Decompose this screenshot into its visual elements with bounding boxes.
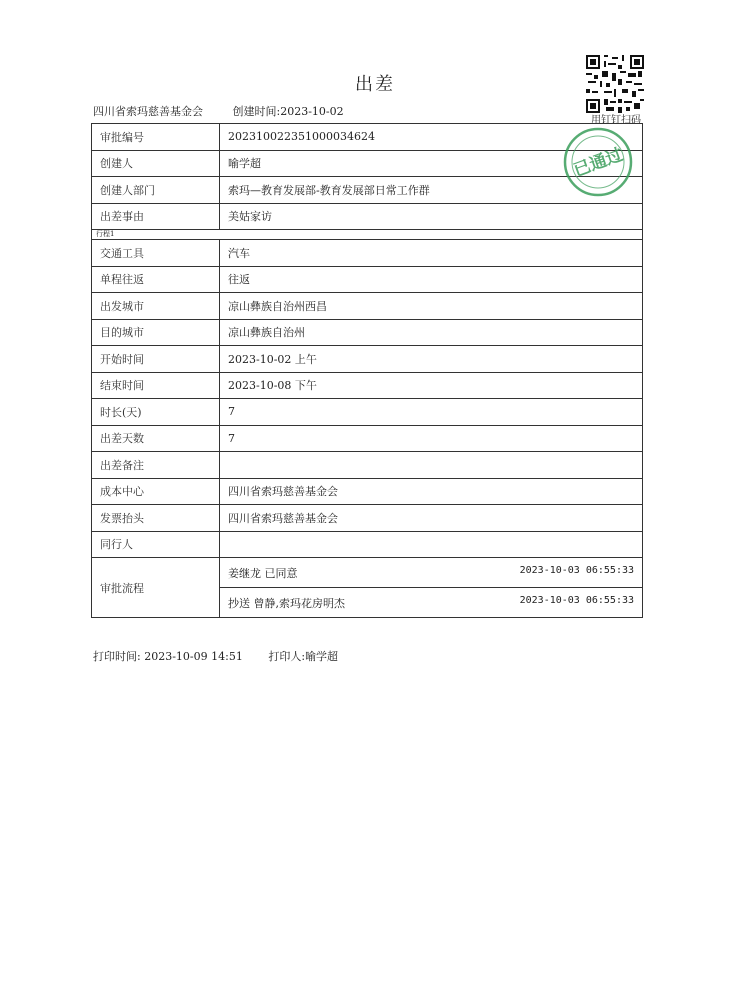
field-label: 成本中心	[92, 478, 220, 505]
form-row	[92, 240, 643, 267]
qr-code-icon	[586, 55, 644, 113]
field-label: 出差天数	[92, 425, 220, 452]
form-row	[92, 346, 643, 373]
field-label: 出发城市	[92, 293, 220, 320]
printer	[268, 650, 338, 663]
form-row	[92, 478, 643, 505]
field-value	[220, 531, 643, 558]
field-label: 交通工具	[92, 240, 220, 267]
section-label: 行程1	[92, 230, 643, 240]
created-time	[233, 105, 344, 118]
field-value: 凉山彝族自治州西昌	[220, 293, 643, 320]
org-name: 四川省索玛慈善基金会	[93, 105, 203, 118]
form-row	[92, 150, 643, 177]
form-row	[92, 124, 643, 151]
field-label: 开始时间	[92, 346, 220, 373]
form-row	[92, 203, 643, 230]
field-value: 7	[220, 425, 643, 452]
approval-label: 审批流程	[92, 558, 220, 618]
field-label: 同行人	[92, 531, 220, 558]
form-row	[92, 452, 643, 479]
field-label: 结束时间	[92, 372, 220, 399]
document-title: 出差	[355, 74, 395, 95]
approval-step-text: 抄送 曾静,索玛花房明杰	[228, 596, 345, 610]
field-value: 喻学超	[220, 150, 643, 177]
field-label: 出差备注	[92, 452, 220, 479]
footer-line	[93, 648, 338, 664]
form-row	[92, 505, 643, 532]
field-value: 索玛—教育发展部-教育发展部日常工作群	[220, 177, 643, 204]
approval-row	[92, 558, 643, 588]
form-row	[92, 399, 643, 426]
form-row	[92, 319, 643, 346]
form-row	[92, 293, 643, 320]
field-value	[220, 452, 643, 479]
stamp-text: 已通过	[570, 144, 626, 182]
field-value: 四川省索玛慈善基金会	[220, 505, 643, 532]
approved-stamp-icon	[562, 126, 634, 198]
approval-step	[220, 588, 643, 618]
field-label: 出差事由	[92, 203, 220, 230]
field-value: 凉山彝族自治州	[220, 319, 643, 346]
form-row	[92, 266, 643, 293]
print-time-value: 2023-10-09 14:51	[144, 650, 243, 663]
approval-step-time: 2023-10-03 06:55:33	[519, 564, 634, 576]
form-row	[92, 372, 643, 399]
form-row	[92, 177, 643, 204]
created-value: 2023-10-02	[280, 105, 344, 118]
field-label: 审批编号	[92, 124, 220, 151]
print-time-label: 打印时间:	[93, 650, 141, 663]
field-label: 时长(天)	[92, 399, 220, 426]
printer-value: 喻学超	[305, 650, 339, 663]
field-label: 创建人	[92, 150, 220, 177]
approval-form-table	[91, 123, 643, 618]
printer-label: 打印人:	[268, 650, 306, 663]
field-label: 单程往返	[92, 266, 220, 293]
form-row	[92, 425, 643, 452]
field-value: 2023-10-02 上午	[220, 346, 643, 373]
field-value: 7	[220, 399, 643, 426]
field-value: 汽车	[220, 240, 643, 267]
header-line	[93, 103, 344, 119]
field-value: 202310022351000034624	[220, 124, 643, 151]
approval-step-text: 姜继龙 已同意	[228, 566, 298, 580]
field-value: 美姑家访	[220, 203, 643, 230]
field-value: 2023-10-08 下午	[220, 372, 643, 399]
form-row	[92, 531, 643, 558]
print-time	[93, 650, 243, 663]
qr-caption: 用钉钉扫码	[591, 115, 641, 126]
approval-step	[220, 558, 643, 588]
section-row	[92, 230, 643, 240]
field-value: 四川省索玛慈善基金会	[220, 478, 643, 505]
field-label: 发票抬头	[92, 505, 220, 532]
field-label: 创建人部门	[92, 177, 220, 204]
field-value: 往返	[220, 266, 643, 293]
field-label: 目的城市	[92, 319, 220, 346]
created-label: 创建时间:	[232, 105, 281, 118]
approval-step-time: 2023-10-03 06:55:33	[519, 594, 634, 606]
